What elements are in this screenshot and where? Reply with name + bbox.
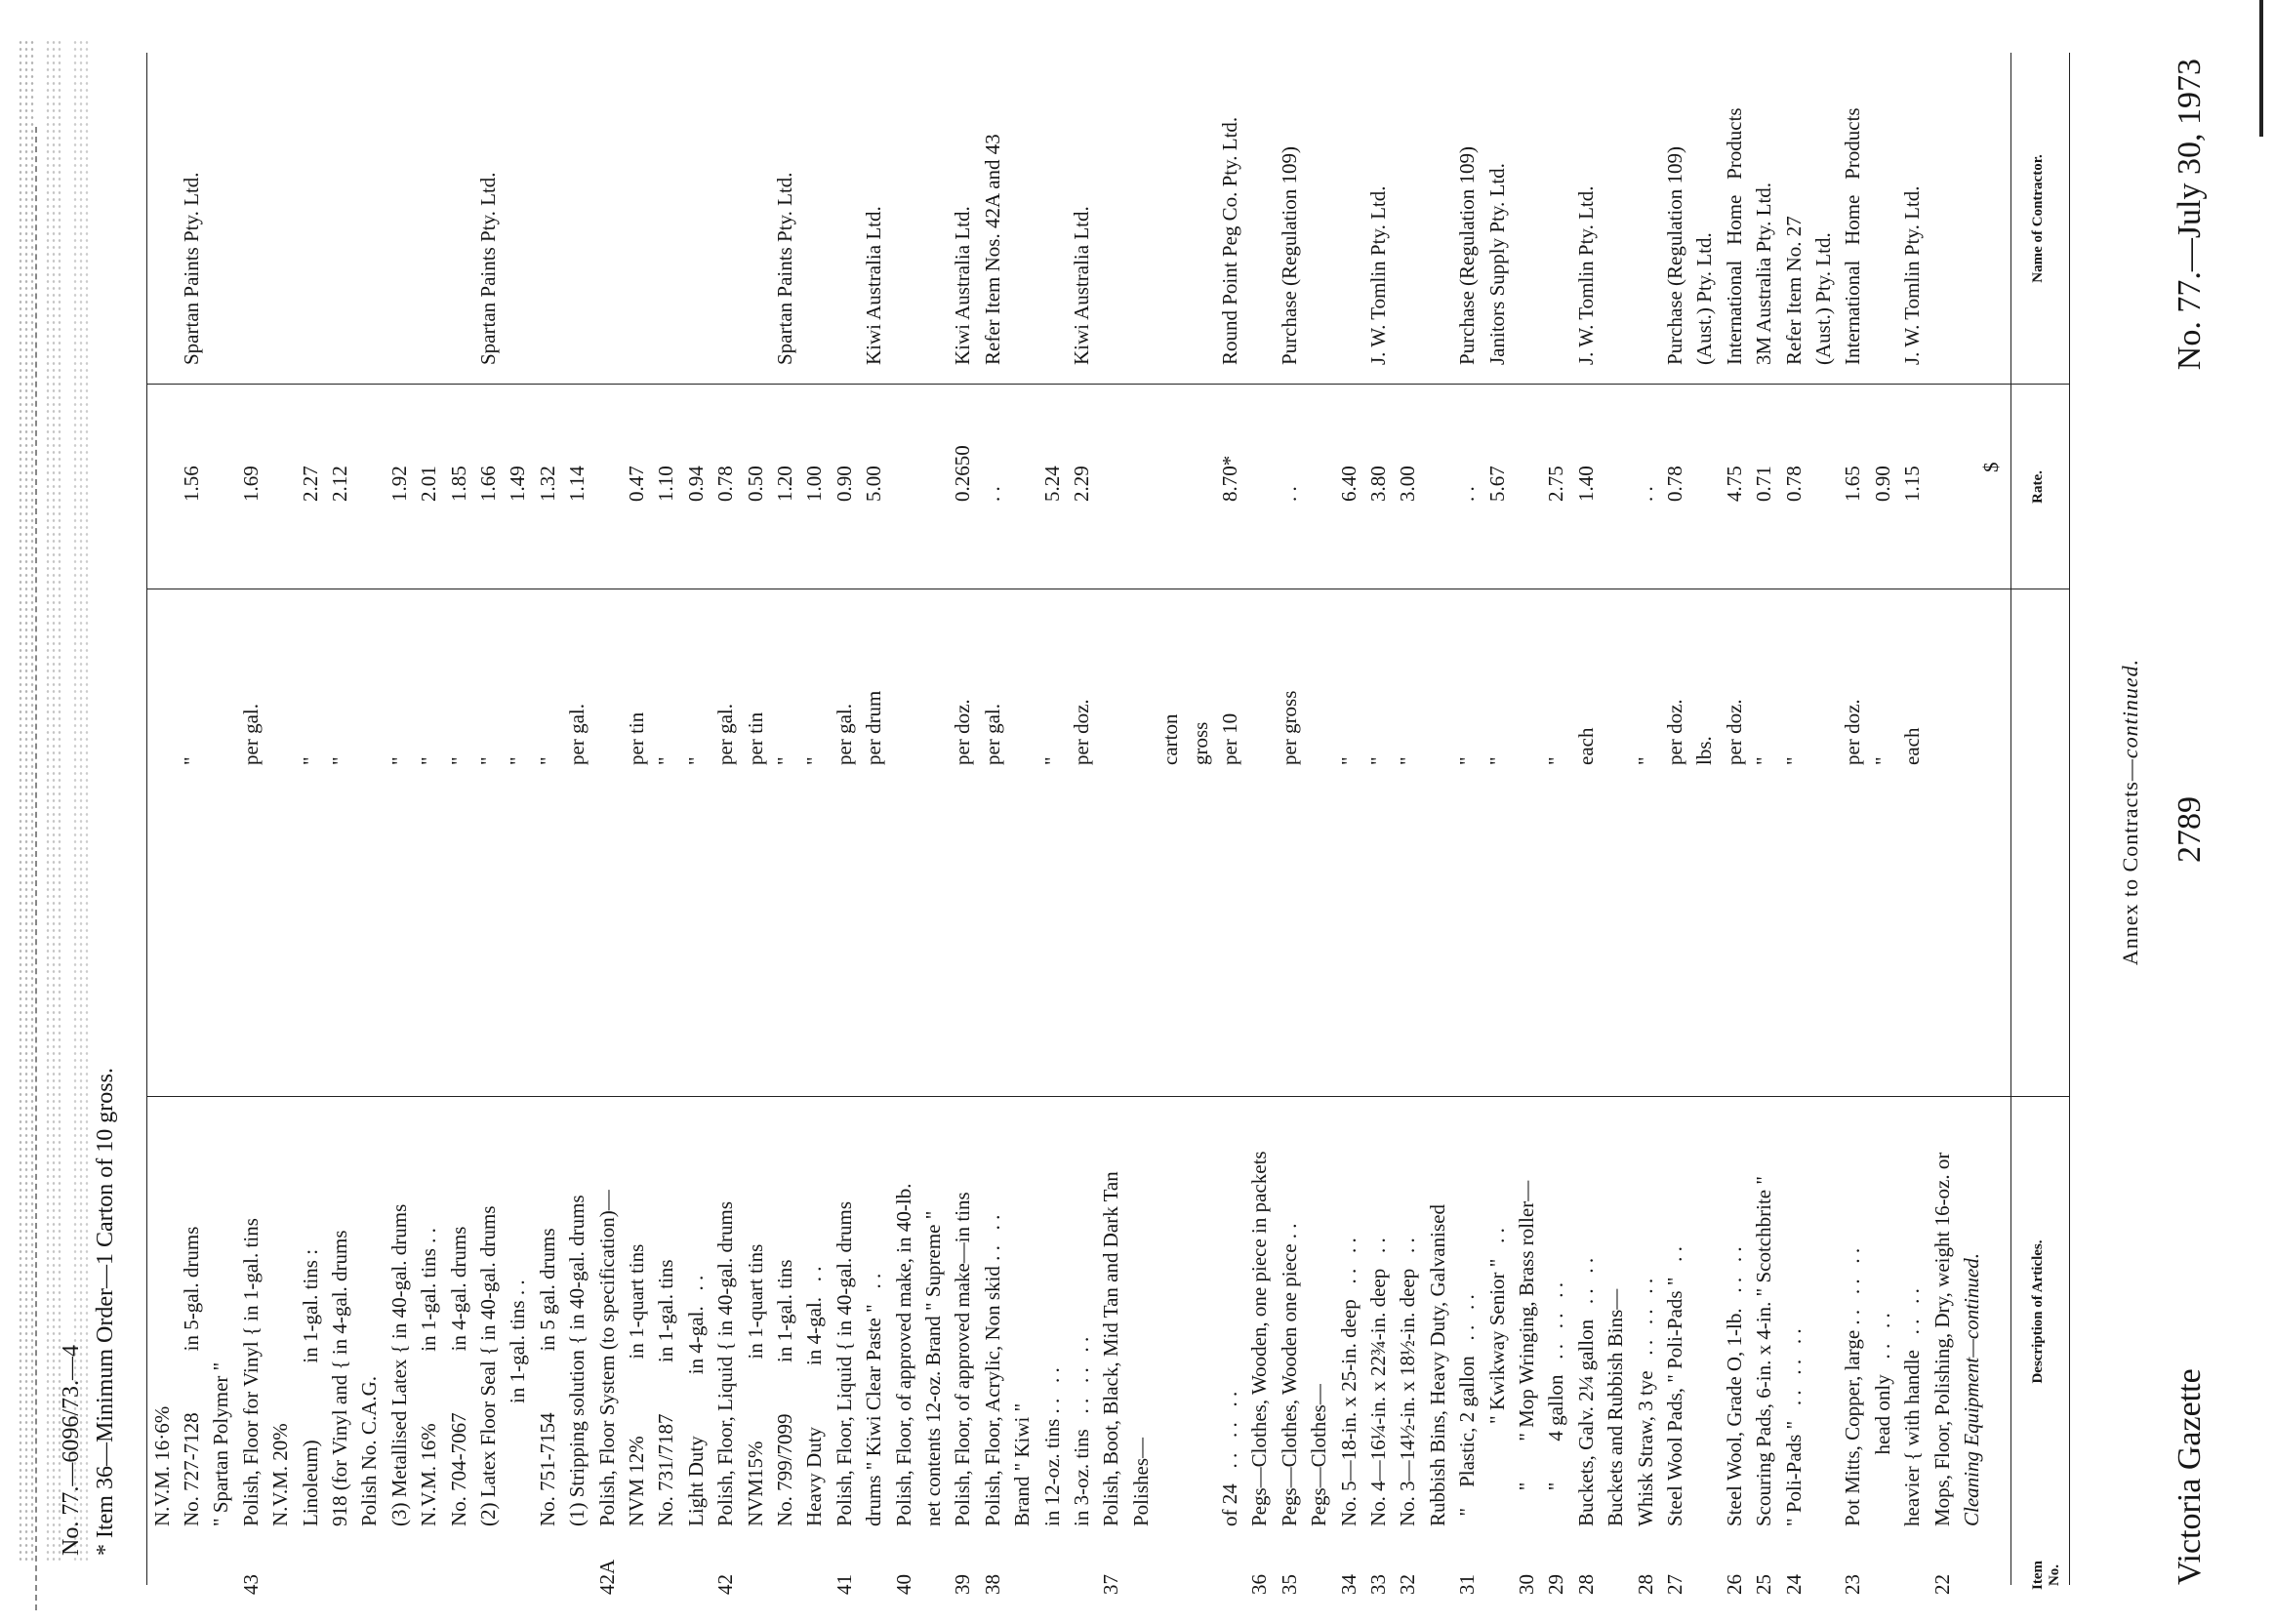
row-unit: "	[1366, 756, 1390, 765]
row-rate: 1.15	[1900, 466, 1925, 502]
row-contractor: Purchase (Regulation 109)	[1277, 146, 1301, 365]
row-description: N.V.M. 16% in 1-gal. tins . .	[417, 1228, 441, 1526]
row-unit: "	[1781, 756, 1806, 765]
row-unit: "	[802, 756, 827, 765]
row-item-no: 35	[1277, 1574, 1301, 1595]
row-description: Polish, Boot, Black, Mid Tan and Dark Tan	[1099, 1171, 1123, 1526]
row-item-no: 43	[238, 1574, 263, 1595]
row-description: " Spartan Polymer "	[209, 1361, 233, 1526]
row-rate: 4.75	[1722, 466, 1746, 502]
row-rate: 0.94	[683, 466, 708, 502]
row-rate: 2.01	[417, 466, 441, 502]
row-description: in 12-oz. tins . . . .	[1039, 1367, 1064, 1526]
print-code: No. 77.—6096/73.—4	[59, 1345, 84, 1556]
column-rule	[146, 384, 2069, 385]
row-contractor: 3M Australia Pty. Ltd.	[1752, 182, 1776, 365]
row-description: Steel Wool, Grade O, 1-lb. . . . .	[1722, 1246, 1746, 1526]
row-rate: 3.00	[1396, 466, 1420, 502]
row-contractor: Spartan Paints Pty. Ltd.	[180, 172, 203, 365]
row-description: Light Duty in 4-gal. . .	[683, 1275, 708, 1526]
row-item-no: 37	[1099, 1574, 1123, 1595]
row-rate: 3.80	[1366, 466, 1390, 502]
row-contractor: Kiwi Australia Ltd.	[862, 206, 886, 365]
row-description: Polish, Floor, of approved make, in 40-lb.	[891, 1183, 915, 1526]
table-top-rule	[2069, 53, 2070, 1585]
row-item-no: 39	[951, 1574, 975, 1595]
row-description: Pegs—Clothes, Wooden, one piece in packets	[1247, 1151, 1272, 1526]
row-description: Whisk Straw, 3 tye . . . . . .	[1633, 1278, 1657, 1526]
row-item-no: 22	[1929, 1574, 1954, 1595]
row-description: NVM15% in 1-quart tins	[743, 1243, 767, 1526]
row-contractor: (Aust.) Pty. Ltd.	[1811, 232, 1835, 365]
row-item-no: 28	[1633, 1574, 1657, 1595]
row-item-no: 24	[1781, 1574, 1806, 1595]
row-unit: "	[1396, 756, 1420, 765]
row-description: Pot Mitts, Copper, large . . . . . .	[1841, 1247, 1865, 1526]
row-unit: per doz.	[1722, 699, 1746, 765]
row-item-no: 41	[832, 1574, 856, 1595]
row-rate: 0.78	[1663, 466, 1686, 502]
column-rule	[146, 1096, 2069, 1097]
row-rate: 1.14	[565, 466, 589, 502]
row-description: in 3-oz. tins . . . . . .	[1070, 1336, 1093, 1526]
row-rate: 0.71	[1752, 466, 1776, 502]
row-unit: "	[417, 756, 441, 765]
annex-title-suffix: continued.	[2118, 658, 2142, 759]
row-unit: "	[1544, 756, 1568, 765]
row-description: Rubbish Bins, Heavy Duty, Galvanised	[1425, 1204, 1449, 1526]
annex-title	[2118, 0, 2143, 1624]
row-description: in 1-gal. tins . .	[506, 1279, 530, 1526]
page-number: 2789	[2172, 796, 2208, 863]
row-unit: per gal.	[238, 704, 263, 765]
row-item-no: 32	[1396, 1574, 1420, 1595]
row-unit: "	[446, 756, 470, 765]
row-description: Pegs—Clothes, Wooden one piece . .	[1277, 1223, 1301, 1526]
row-unit: each	[1900, 727, 1925, 765]
row-unit: per drum	[862, 690, 886, 765]
row-unit: "	[386, 756, 411, 765]
row-description: No. 5—18-in. x 25-in. deep . . . .	[1336, 1238, 1360, 1526]
row-unit: "	[476, 756, 500, 765]
row-item-no: 33	[1366, 1574, 1390, 1595]
row-description: Brand " Kiwi "	[1010, 1402, 1035, 1526]
row-rate: 0.50	[743, 466, 767, 502]
row-rate: 1.56	[180, 466, 203, 502]
row-item-no: 26	[1722, 1574, 1746, 1595]
row-rate: 5.67	[1484, 466, 1509, 502]
row-rate: 1.00	[802, 466, 827, 502]
row-description: Polish, Floor, of approved make—in tins	[951, 1192, 975, 1526]
row-description: Cleaning Equipment—continued.	[1960, 1253, 1983, 1526]
row-description: heavier { with handle . . . .	[1900, 1288, 1925, 1526]
row-description: Polish, Floor, Acrylic, Non skid . . . .	[980, 1214, 1004, 1526]
row-description: Pegs—Clothes—	[1307, 1384, 1331, 1526]
row-item-no: 34	[1336, 1574, 1360, 1595]
row-contractor: (Aust.) Pty. Ltd.	[1692, 232, 1717, 365]
col-header-desc: Description of Articles.	[2030, 1239, 2046, 1384]
row-contractor: Purchase (Regulation 109)	[1455, 146, 1480, 365]
row-contractor: International Home Products	[1722, 107, 1746, 365]
row-contractor: J. W. Tomlin Pty. Ltd.	[1900, 185, 1925, 365]
row-item-no: 29	[1544, 1574, 1568, 1595]
row-rate: 1.69	[238, 466, 263, 502]
row-description: 918 (for Vinyl and { in 4-gal. drums	[328, 1230, 351, 1526]
row-rate: 0.78	[1781, 466, 1806, 502]
row-rate: 1.92	[386, 466, 411, 502]
row-description: No. 751-7154 in 5 gal. drums	[535, 1228, 559, 1526]
row-unit: per gal.	[980, 704, 1004, 765]
issue-date: No. 77.—July 30, 1973	[2172, 59, 2208, 371]
row-description: Polish, Floor System (to specification)—	[594, 1190, 619, 1526]
row-contractor: Round Point Peg Co. Pty. Ltd.	[1218, 116, 1241, 365]
row-rate: 0.90	[832, 466, 856, 502]
row-item-no: 42A	[594, 1559, 619, 1595]
row-unit: per tin	[743, 711, 767, 765]
row-contractor: J. W. Tomlin Pty. Ltd.	[1573, 185, 1598, 365]
row-rate: 5.24	[1039, 466, 1064, 502]
row-description: head only . . . .	[1870, 1313, 1894, 1526]
row-rate: . .	[1277, 486, 1301, 502]
row-rate: 2.12	[328, 466, 351, 502]
row-contractor: Purchase (Regulation 109)	[1663, 146, 1686, 365]
row-description: No. 731/7187 in 1-gal. tins	[654, 1259, 678, 1526]
row-rate: 1.32	[535, 466, 559, 502]
row-rate: . .	[1633, 486, 1657, 502]
row-description: Polish No. C.A.G.	[357, 1375, 382, 1526]
row-rate: 0.47	[625, 466, 648, 502]
row-unit: "	[773, 756, 796, 765]
row-description: N.V.M. 16·6%	[149, 1405, 174, 1526]
row-contractor: Spartan Paints Pty. Ltd.	[773, 172, 796, 365]
row-rate: 0.90	[1870, 466, 1894, 502]
row-description: No. 3—14½-in. x 18½-in. deep . .	[1396, 1238, 1420, 1526]
row-rate: 2.29	[1070, 466, 1093, 502]
col-header-rate: Rate.	[2030, 470, 2046, 504]
row-unit: per doz.	[1070, 699, 1093, 765]
row-description: Steel Wool Pads, " Poli-Pads " . .	[1663, 1246, 1686, 1526]
row-item-no: 27	[1663, 1574, 1686, 1595]
row-description: Linoleum) in 1-gal. tins :	[298, 1248, 322, 1526]
row-item-no: 31	[1455, 1574, 1480, 1595]
row-unit: "	[328, 756, 351, 765]
row-item-no: 40	[891, 1574, 915, 1595]
row-item-no: 23	[1841, 1574, 1865, 1595]
gazette-title: Victoria Gazette	[2172, 1368, 2208, 1585]
row-rate: 1.66	[476, 466, 500, 502]
row-description: No. 727-7128 in 5-gal. drums	[180, 1226, 203, 1526]
table-header-rule	[2010, 53, 2011, 1585]
row-unit: "	[1455, 756, 1480, 765]
row-contractor: J. W. Tomlin Pty. Ltd.	[1366, 185, 1390, 365]
row-unit: gross	[1188, 721, 1212, 765]
row-unit: "	[1484, 756, 1509, 765]
row-contractor: Spartan Paints Pty. Ltd.	[476, 172, 500, 365]
page-header	[2172, 0, 2211, 1624]
row-description: (2) Latex Floor Seal { in 40-gal. drums	[476, 1205, 500, 1526]
row-unit: carton	[1158, 713, 1183, 765]
row-description: " Plastic, 2 gallon . . . .	[1455, 1294, 1480, 1526]
row-description: Polishes—	[1128, 1437, 1153, 1526]
row-rate: 2.75	[1544, 466, 1568, 502]
col-header-item: Item No.	[2030, 1561, 2062, 1590]
row-unit: "	[1870, 756, 1894, 765]
row-description: Polish, Floor, Liquid { in 40-gal. drums	[832, 1201, 856, 1526]
row-unit: per gal.	[832, 704, 856, 765]
row-description: Heavy Duty in 4-gal. . .	[802, 1266, 827, 1526]
row-description: (1) Stripping solution { in 40-gal. drums	[565, 1195, 589, 1526]
row-rate: 1.20	[773, 466, 796, 502]
row-contractor: Janitors Supply Pty. Ltd.	[1484, 163, 1509, 365]
row-description: " Kwikway Senior " . .	[1484, 1228, 1509, 1526]
row-contractor: Refer Item Nos. 42A and 43	[980, 134, 1004, 365]
row-description: drums " Kiwi Clear Paste " . .	[862, 1273, 886, 1526]
row-rate: . .	[1455, 486, 1480, 502]
row-item-no: 30	[1515, 1574, 1538, 1595]
footnote: * Item 36—Minimum Order—1 Carton of 10 gross.	[93, 1068, 118, 1556]
row-description: NVM 12% in 1-quart tins	[625, 1243, 648, 1526]
row-unit: per gal.	[713, 704, 738, 765]
row-unit: "	[1633, 756, 1657, 765]
row-unit: per gal.	[565, 704, 589, 765]
col-header-contractor: Name of Contractor.	[2030, 154, 2046, 283]
row-description: of 24 . . . . . .	[1218, 1391, 1241, 1526]
table-bottom-rule	[146, 53, 147, 1585]
row-contractor: Kiwi Australia Ltd.	[1070, 206, 1093, 365]
row-description: No. 4—16¼-in. x 22¾-in. deep . .	[1366, 1238, 1390, 1526]
row-item-no: 28	[1573, 1574, 1598, 1595]
row-rate: . .	[980, 486, 1004, 502]
row-rate: 8.70*	[1218, 455, 1241, 502]
row-rate: 1.85	[446, 466, 470, 502]
row-description: Buckets and Rubbish Bins—	[1604, 1288, 1628, 1526]
row-rate: 1.40	[1573, 466, 1598, 502]
row-unit: per 10	[1218, 712, 1241, 765]
row-description: net contents 12-oz. Brand " Supreme "	[921, 1210, 945, 1526]
row-item-no: 38	[980, 1574, 1004, 1595]
row-description: Scouring Pads, 6-in. x 4-in. " Scotchbrite "	[1752, 1176, 1776, 1526]
row-description: N.V.M. 20%	[268, 1423, 293, 1526]
row-unit: "	[1752, 756, 1776, 765]
row-unit: "	[535, 756, 559, 765]
row-item-no: 36	[1247, 1574, 1272, 1595]
row-unit: per doz.	[1841, 699, 1865, 765]
row-description: " " Mop Wringing, Brass roller—	[1515, 1180, 1538, 1526]
row-rate: 5.00	[862, 466, 886, 502]
row-unit: "	[654, 756, 678, 765]
row-unit: "	[1039, 756, 1064, 765]
row-rate: 2.27	[298, 466, 322, 502]
row-unit: per doz.	[951, 699, 975, 765]
row-contractor: Kiwi Australia Ltd.	[951, 206, 975, 365]
row-unit: per gross	[1277, 690, 1301, 765]
row-unit: lbs.	[1692, 736, 1717, 765]
row-rate: 0.2650	[951, 445, 975, 502]
row-description: Mops, Floor, Polishing, Dry, weight 16-oz. or	[1929, 1152, 1954, 1526]
row-description: Buckets, Galv. 2¼ gallon . . . .	[1573, 1257, 1598, 1526]
row-unit: per doz.	[1663, 699, 1686, 765]
row-rate: 6.40	[1336, 466, 1360, 502]
row-description: No. 704-7067 in 4-gal. drums	[446, 1226, 470, 1526]
row-contractor: International Home Products	[1841, 107, 1865, 365]
row-item-no: 42	[713, 1574, 738, 1595]
row-unit: "	[683, 756, 708, 765]
row-unit: "	[506, 756, 530, 765]
row-rate: 1.10	[654, 466, 678, 502]
currency-symbol: $	[1979, 462, 2003, 472]
row-description: Polish, Floor for Vinyl { in 1-gal. tins	[238, 1218, 263, 1526]
row-unit: "	[298, 756, 322, 765]
row-item-no: 25	[1752, 1574, 1776, 1595]
row-rate: 0.78	[713, 466, 738, 502]
annex-title-text: Annex to Contracts—	[2118, 758, 2142, 966]
row-contractor: Refer Item No. 27	[1781, 216, 1806, 365]
row-unit: "	[1336, 756, 1360, 765]
row-description: " 4 gallon . . . . . .	[1544, 1281, 1568, 1526]
row-unit: each	[1573, 727, 1598, 765]
row-rate: 1.49	[506, 466, 530, 502]
row-description: " Poli-Pads " . . . . . .	[1781, 1328, 1806, 1526]
row-unit: "	[180, 756, 203, 765]
row-description: Polish, Floor, Liquid { in 40-gal. drums	[713, 1201, 738, 1526]
row-description: (3) Metallised Latex { in 40-gal. drums	[386, 1203, 411, 1526]
row-unit: per tin	[625, 711, 648, 765]
row-description: No. 799/7099 in 1-gal. tins	[773, 1259, 796, 1526]
row-rate: 1.65	[1841, 466, 1865, 502]
